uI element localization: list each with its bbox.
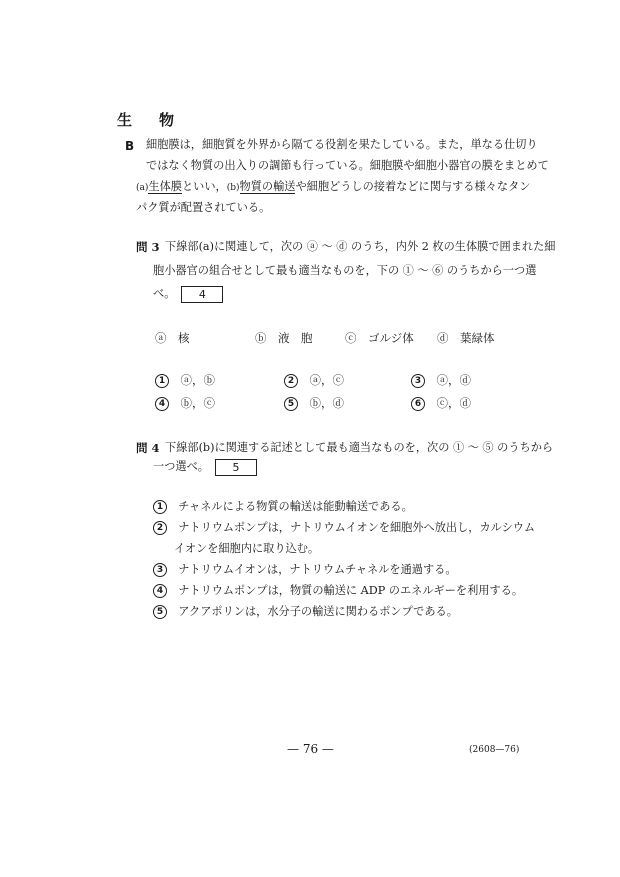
passage-line-3-end: や細胞どうしの接着などに関与する様々なタン [295, 180, 531, 193]
item-text: 液 胞 [278, 331, 313, 345]
q3-choice-3[interactable] [411, 372, 471, 388]
q4-choice-3[interactable] [153, 559, 457, 580]
question-4-line-2-text: 一つ選べ。 [153, 460, 209, 473]
choice-text: チャネルによる物質の輸送は能動輸送である。 [178, 500, 413, 513]
question-3-line-3-text: べ。 [153, 287, 176, 300]
q4-choice-4[interactable] [153, 580, 523, 601]
q3-choice-4[interactable] [155, 395, 215, 411]
question-3-line-2: 胞小器官の組合せとして最も適当なものを，下の ① 〜 ⑥ のうちから一つ選 [153, 264, 537, 277]
passage-line-1: 細胞膜は，細胞質を外界から隔てる役割を果たしている。また，単なる仕切り [146, 138, 538, 151]
question-4-line-2 [153, 456, 257, 477]
choice-text: ⓐ，ⓑ [180, 373, 215, 387]
choice-text: ナトリウムポンプは，ナトリウムイオンを細胞外へ放出し，カルシウム [178, 521, 536, 534]
q4-choice-2-continued: イオンを細胞内に取り込む。 [174, 542, 320, 555]
choice-number-3: 3 [153, 563, 167, 577]
q3-choice-2[interactable] [284, 372, 344, 388]
section-label: B [125, 139, 135, 153]
item-mark: ⓒ [345, 331, 357, 345]
question-3-line-1: 下線部(a)に関連して，次の ⓐ 〜 ⓓ のうち，内外 2 枚の生体膜で囲まれた細 [165, 240, 556, 253]
question-3-line-3 [153, 283, 223, 304]
underlined-term-biomembrane: 生体膜 [148, 180, 182, 193]
choice-number-1: 1 [153, 500, 167, 514]
exam-code: (2608—76) [469, 745, 520, 755]
q3-choice-5[interactable] [284, 395, 344, 411]
choice-number-4: 4 [155, 397, 169, 411]
item-mark: ⓐ [155, 331, 167, 345]
passage-line-2: ではなく物質の出入りの調節も行っている。細胞膜や細胞小器官の膜をまとめて [146, 159, 549, 172]
question-4-label: 問 4 [136, 441, 160, 455]
choice-number-2: 2 [153, 521, 167, 535]
answer-box-5[interactable]: 5 [215, 459, 257, 476]
item-text: ゴルジ体 [368, 331, 414, 345]
underlined-term-transport: 物質の輸送 [239, 180, 296, 193]
passage-line-3-mid: といい， [181, 180, 227, 193]
choice-number-4: 4 [153, 584, 167, 598]
choice-text: ⓐ，ⓒ [309, 373, 344, 387]
item-text: 核 [178, 331, 190, 345]
choice-text: ナトリウムポンプは，物質の輸送に ADP のエネルギーを利用する。 [178, 584, 524, 597]
q3-choice-1[interactable] [155, 372, 215, 388]
q3-choice-6[interactable] [411, 395, 471, 411]
question-4-line-1: 下線部(b)に関連する記述として最も適当なものを，次の ① 〜 ⑤ のうちから [165, 441, 554, 454]
choice-number-5: 5 [153, 605, 167, 619]
choice-number-6: 6 [411, 397, 425, 411]
organelle-item-b [255, 330, 313, 346]
choice-text: ⓑ，ⓒ [180, 396, 215, 410]
choice-text: アクアポリンは，水分子の輸送に関わるポンプである。 [178, 605, 458, 618]
page-number: — 76 — [287, 742, 334, 756]
choice-text: ナトリウムイオンは，ナトリウムチャネルを通過する。 [178, 563, 457, 576]
subject-heading: 生 物 [117, 111, 181, 129]
organelle-item-a [155, 330, 190, 346]
answer-box-4[interactable]: 4 [181, 286, 223, 303]
item-text: 葉緑体 [460, 331, 495, 345]
choice-number-1: 1 [155, 374, 169, 388]
q4-choice-2[interactable] [153, 517, 535, 538]
choice-number-3: 3 [411, 374, 425, 388]
question-3-label: 問 3 [136, 240, 160, 254]
choice-number-5: 5 [284, 397, 298, 411]
underline-mark-b: (b) [226, 183, 240, 193]
choice-text: ⓒ，ⓓ [436, 396, 471, 410]
underline-mark-a: (a) [136, 183, 149, 193]
choice-text: ⓐ，ⓓ [436, 373, 471, 387]
passage-line-3 [136, 176, 530, 199]
organelle-item-d [437, 330, 495, 346]
q4-choice-1[interactable] [153, 496, 413, 517]
organelle-item-c [345, 330, 414, 346]
item-mark: ⓓ [437, 331, 449, 345]
choice-text: ⓑ，ⓓ [309, 396, 344, 410]
item-mark: ⓑ [255, 331, 267, 345]
passage-line-4: パク質が配置されている。 [136, 201, 271, 214]
q4-choice-5[interactable] [153, 601, 458, 622]
choice-number-2: 2 [284, 374, 298, 388]
